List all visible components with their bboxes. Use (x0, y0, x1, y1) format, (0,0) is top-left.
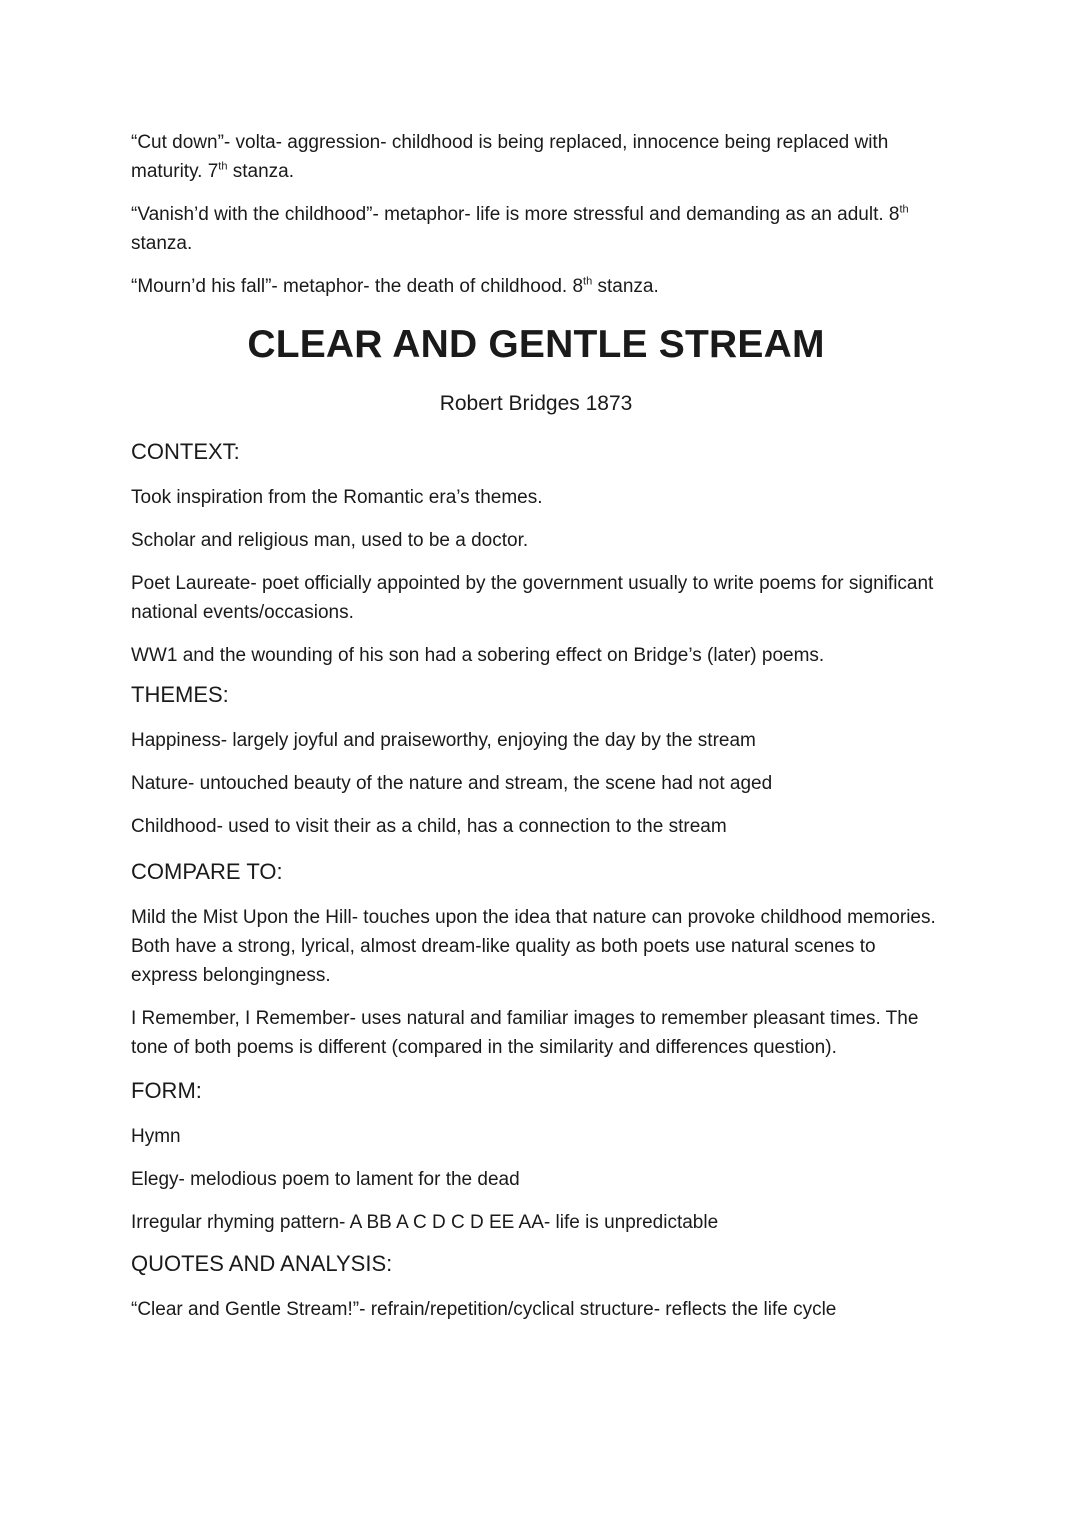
quote-mournd: “Mourn’d his fall”- metaphor- the death of childhood. 8th stanza. (131, 275, 659, 297)
quote-cut-down: “Cut down”- volta- aggression- childhood is being replaced, innocence being replaced with maturity. 7th stanza. (131, 132, 889, 182)
context-heading: CONTEXT: (131, 439, 240, 464)
document-page (131, 128, 941, 1324)
context-item: Poet Laureate- poet officially appointed by the government usually to write poems for significant national events/occasions. (131, 573, 934, 623)
poem-title: CLEAR AND GENTLE STREAM (247, 323, 825, 366)
poem-author: Robert Bridges 1873 (439, 392, 633, 415)
theme-item: Childhood- used to visit their as a child, has a connection to the stream (131, 816, 727, 837)
form-item: Hymn (131, 1126, 181, 1147)
compare-item: I Remember, I Remember- uses natural and familiar images to remember pleasant times. The tone of both poems is different (compared in the similarity and differences question). (131, 1008, 919, 1058)
context-item: WW1 and the wounding of his son had a sobering effect on Bridge’s (later) poems. (131, 645, 825, 666)
theme-item: Happiness- largely joyful and praiseworthy, enjoying the day by the stream (131, 730, 756, 751)
context-item: Scholar and religious man, used to be a doctor. (131, 530, 529, 551)
quotes-heading: QUOTES AND ANALYSIS: (131, 1251, 393, 1276)
form-item: Elegy- melodious poem to lament for the dead (131, 1169, 520, 1190)
themes-heading: THEMES: (131, 682, 229, 707)
quote-vanishd: “Vanish’d with the childhood”- metaphor- life is more stressful and demanding as an adult. 8th stanza. (131, 203, 909, 254)
context-item: Took inspiration from the Romantic era’s themes. (131, 487, 543, 508)
theme-item: Nature- untouched beauty of the nature and stream, the scene had not aged (131, 773, 773, 794)
quote-item: “Clear and Gentle Stream!”- refrain/repetition/cyclical structure- reflects the life cycle (131, 1299, 837, 1320)
compare-heading: COMPARE TO: (131, 859, 283, 884)
form-item: Irregular rhyming pattern- A BB A C D C D EE AA- life is unpredictable (131, 1212, 719, 1233)
form-heading: FORM: (131, 1078, 202, 1103)
compare-item: Mild the Mist Upon the Hill- touches upon the idea that nature can provoke childhood memories. Both have a strong, lyrical, almost dream-like quality as both poets use natural scenes to express belongingness. (131, 907, 936, 986)
